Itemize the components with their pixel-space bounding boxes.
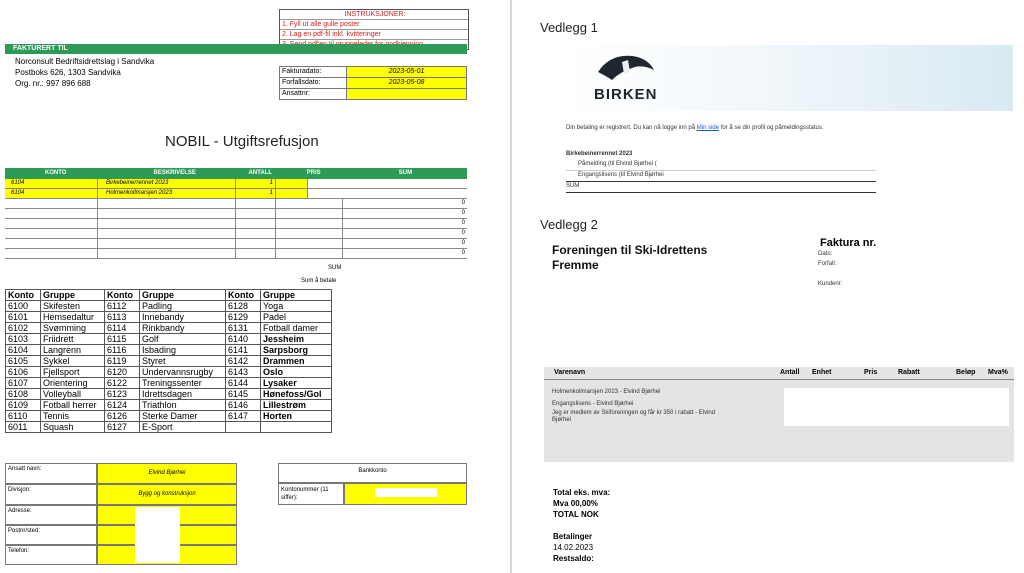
- sum-label: SUM: [328, 265, 342, 271]
- gruppe-name: Padling: [140, 301, 226, 312]
- gruppe-name: Horten: [261, 411, 332, 422]
- konto-number: 6011: [6, 422, 41, 433]
- gruppe-name: Hemsedaltur: [41, 312, 105, 323]
- konto-number: 6112: [105, 301, 140, 312]
- gruppe-name: Sykkel: [41, 356, 105, 367]
- gruppe-name: Sterke Damer: [140, 411, 226, 422]
- ansattnr-field[interactable]: [347, 89, 466, 99]
- beskrivelse-cell[interactable]: Holmenkollmarsjen 2023: [98, 189, 236, 198]
- konto-cell[interactable]: 6104: [5, 179, 98, 188]
- betalinger-label: Betalinger: [553, 532, 593, 541]
- konto-number: 6129: [226, 312, 261, 323]
- faktura-title: Faktura nr.: [820, 237, 877, 249]
- gruppe-name: Friidrett: [41, 334, 105, 345]
- gruppe-name: Fotball herrer: [41, 400, 105, 411]
- sum-cell: 0: [461, 210, 465, 216]
- konto-header: Konto: [105, 290, 140, 301]
- message-text: for å se din profil og påmeldingsstatus.: [720, 125, 824, 131]
- gruppe-name: Triathlon: [140, 400, 226, 411]
- konto-number: 6143: [226, 367, 261, 378]
- gruppe-name: Lysaker: [261, 378, 332, 389]
- konto-number: 6119: [105, 356, 140, 367]
- adresse-label: Adresse:: [5, 505, 97, 525]
- ansattnr-label: Ansattnr:: [280, 89, 347, 99]
- gruppe-name: Langrenn: [41, 345, 105, 356]
- konto-number: 6109: [6, 400, 41, 411]
- konto-cell[interactable]: 6104: [5, 189, 98, 198]
- page-title: NOBIL - Utgiftsrefusjon: [165, 133, 319, 150]
- instruction-item: 2. Lag en pdf-fil inkl. kvitteringer: [280, 29, 468, 39]
- totals: [553, 487, 610, 520]
- sum-cell: [343, 179, 467, 188]
- org-name-line: Fremme: [552, 258, 599, 272]
- table-row: [6, 422, 332, 433]
- gruppe-name: Undervannsrugby: [140, 367, 226, 378]
- sum-betale-label: Sum å betale: [301, 278, 337, 284]
- forfallsdato-field[interactable]: 2023-05-08: [347, 78, 466, 88]
- fakturadato-label: Fakturadato:: [280, 67, 347, 77]
- gruppe-name: Golf: [140, 334, 226, 345]
- konto-number: 6126: [105, 411, 140, 422]
- konto-header: Konto: [226, 290, 261, 301]
- gruppe-header: Gruppe: [261, 290, 332, 301]
- gruppe-name: Fjellsport: [41, 367, 105, 378]
- konto-number: 6105: [6, 356, 41, 367]
- invoice-item: Holmenkollmarsjen 2023 - Elvind Bjørhei: [552, 389, 661, 395]
- gruppe-name: Treningssenter: [140, 378, 226, 389]
- col-belop: Beløp: [956, 369, 976, 376]
- sum-cell: [343, 189, 467, 198]
- total-nok-label: TOTAL NOK: [553, 510, 599, 519]
- konto-number: 6107: [6, 378, 41, 389]
- konto-number: 6103: [6, 334, 41, 345]
- konto-number: 6127: [105, 422, 140, 433]
- pris-cell[interactable]: [276, 179, 308, 188]
- payments: [553, 531, 594, 564]
- gruppe-name: Yoga: [261, 301, 332, 312]
- gruppe-name: Lillestrøm: [261, 400, 332, 411]
- col-varenavn: Varenavn: [554, 369, 586, 376]
- sum-label: SUM: [566, 183, 580, 189]
- dates-box: [279, 66, 467, 100]
- konto-number: 6147: [226, 411, 261, 422]
- table-row: [6, 323, 332, 334]
- table-row: [6, 389, 332, 400]
- bankkonto-label: Bankkonto: [278, 463, 467, 483]
- konto-number: 6144: [226, 378, 261, 389]
- gruppe-name: E-Sport: [140, 422, 226, 433]
- antall-cell[interactable]: 1: [236, 189, 276, 198]
- gruppe-name: Rinkbandy: [140, 323, 226, 334]
- gruppe-name: Sarpsborg: [261, 345, 332, 356]
- col-pris: Pris: [864, 369, 878, 376]
- birken-logo-text: BIRKEN: [594, 86, 658, 103]
- konto-number: 6115: [105, 334, 140, 345]
- konto-number: 6142: [226, 356, 261, 367]
- col-pris: PRIS: [306, 170, 321, 176]
- min-side-link[interactable]: Min side: [696, 125, 720, 131]
- postnr-label: Postnr/sted:: [5, 525, 97, 545]
- skier-icon: [592, 50, 662, 88]
- col-enhet: Enhet: [812, 369, 832, 376]
- address-line: Org. nr.: 997 896 688: [15, 79, 91, 88]
- sum-cell: 0: [461, 220, 465, 226]
- table-row: [6, 367, 332, 378]
- col-antall: Antall: [780, 369, 800, 376]
- payment-message: [566, 125, 824, 131]
- gruppe-name: Isbading: [140, 345, 226, 356]
- konto-number: 6140: [226, 334, 261, 345]
- gruppe-name: Idrettsdagen: [140, 389, 226, 400]
- telefon-label: Telefon:: [5, 545, 97, 565]
- table-row: [6, 312, 332, 323]
- message-text: Din betaling er registrert. Du kan nå logge inn på: [566, 125, 696, 131]
- page-divider: [510, 0, 512, 573]
- col-rabatt: Rabatt: [898, 369, 920, 376]
- ansatt-field[interactable]: Elvind Bjørhei: [97, 463, 237, 484]
- gruppe-name: Skifesten: [41, 301, 105, 312]
- konto-number: [226, 422, 261, 433]
- table-row: [6, 378, 332, 389]
- table-row: [5, 249, 467, 259]
- konto-header: Konto: [6, 290, 41, 301]
- sum-cell: 0: [461, 240, 465, 246]
- antall-cell[interactable]: 1: [236, 179, 276, 188]
- gruppe-name: Jessheim: [261, 334, 332, 345]
- col-konto: KONTO: [44, 170, 67, 176]
- forfall-label: Forfall:: [818, 261, 837, 267]
- expense-table: [5, 168, 467, 259]
- betal-dato: 14.02.2023: [553, 543, 594, 552]
- konto-number: 6120: [105, 367, 140, 378]
- gruppe-name: Hønefoss/Gol: [261, 389, 332, 400]
- gruppe-name: Volleyball: [41, 389, 105, 400]
- gruppe-name: Drammen: [261, 356, 332, 367]
- table-row: [6, 411, 332, 422]
- gruppe-name: Innebandy: [140, 312, 226, 323]
- konto-number: 6124: [105, 400, 140, 411]
- table-row: [5, 229, 467, 239]
- gruppe-name: Oslo: [261, 367, 332, 378]
- kontonummer-label: Kontonummer (11 siffer):: [278, 483, 344, 505]
- fakturert-header: FAKTURERT TIL: [5, 44, 467, 54]
- sum-cell: 0: [461, 230, 465, 236]
- konto-number: 6113: [105, 312, 140, 323]
- col-antall: ANTALL: [248, 170, 272, 176]
- divisjon-field[interactable]: Bygg og konstruksjon: [97, 484, 237, 505]
- col-beskrivelse: BESKRIVELSE: [153, 170, 196, 176]
- org-name: [552, 243, 707, 273]
- address-line: Postboks 626, 1303 Sandvika: [15, 68, 121, 77]
- konto-number: 6123: [105, 389, 140, 400]
- gruppe-name: Orientering: [41, 378, 105, 389]
- konto-number: 6145: [226, 389, 261, 400]
- col-mva: Mva%: [988, 369, 1008, 376]
- konto-number: 6128: [226, 301, 261, 312]
- gruppe-name: Fotball damer: [261, 323, 332, 334]
- divisjon-label: Divisjon:: [5, 484, 97, 505]
- employee-form: [5, 463, 467, 565]
- dato-label: Dato:: [818, 251, 833, 257]
- table-row: [6, 345, 332, 356]
- event-title: Birkebeinerrennet 2023: [566, 151, 633, 157]
- address-line: Norconsult Bedriftsidrettslag i Sandvika: [15, 57, 155, 66]
- gruppe-name: Tennis: [41, 411, 105, 422]
- table-row: [6, 334, 332, 345]
- konto-list-header: [6, 290, 332, 301]
- konto-number: 6146: [226, 400, 261, 411]
- col-sum: SUM: [398, 170, 413, 176]
- line-item: Påmelding (til Elvind Bjørhei (: [578, 161, 657, 167]
- gruppe-name: [261, 422, 332, 433]
- konto-number: 6102: [6, 323, 41, 334]
- gruppe-header: Gruppe: [41, 290, 105, 301]
- fakturadato-field[interactable]: 2023-05-01: [347, 67, 466, 77]
- gruppe-name: Svømming: [41, 323, 105, 334]
- ansatt-label: Ansatt navn:: [5, 463, 97, 484]
- mva-label: Mva 00,00%: [553, 499, 598, 508]
- instruction-item: 1. Fyll ut alle gulle poster: [280, 19, 468, 29]
- expense-table-header: [5, 168, 467, 179]
- gruppe-name: Styret: [140, 356, 226, 367]
- gruppe-name: Squash: [41, 422, 105, 433]
- konto-number: 6110: [6, 411, 41, 422]
- table-row: [6, 400, 332, 411]
- restsaldo-label: Restsaldo:: [553, 554, 594, 563]
- gruppe-header: Gruppe: [140, 290, 226, 301]
- gruppe-name: Padel: [261, 312, 332, 323]
- invoice-header: [544, 367, 1014, 380]
- invoice-item: Engangslisens - Elvind Bjørhei: [552, 401, 634, 407]
- beskrivelse-cell[interactable]: Birkebeinerrennet 2023: [98, 179, 236, 188]
- konto-number: 6122: [105, 378, 140, 389]
- table-row: [5, 189, 467, 199]
- table-row: [5, 179, 467, 189]
- vedlegg1-label: Vedlegg 1: [540, 20, 598, 35]
- konto-number: 6104: [6, 345, 41, 356]
- vedlegg2-label: Vedlegg 2: [540, 217, 598, 232]
- konto-list: [5, 289, 332, 433]
- konto-number: 6114: [105, 323, 140, 334]
- konto-number: 6108: [6, 389, 41, 400]
- org-name-line: Foreningen til Ski-Idrettens: [552, 243, 708, 257]
- konto-number: 6141: [226, 345, 261, 356]
- total-eks-label: Total eks. mva:: [553, 488, 611, 497]
- pris-cell[interactable]: [276, 189, 308, 198]
- line-item: Engangslisens (til Elvind Bjørhei: [578, 172, 664, 178]
- konto-number: 6116: [105, 345, 140, 356]
- konto-number: 6106: [6, 367, 41, 378]
- sum-cell: 0: [461, 250, 465, 256]
- table-row: [6, 301, 332, 312]
- konto-number: 6101: [6, 312, 41, 323]
- table-row: [5, 219, 467, 229]
- konto-number: 6100: [6, 301, 41, 312]
- table-row: [5, 199, 467, 209]
- invoice-item: Jeg er medlem av Skiforeningen og får kr 350 i rabatt - Elvind: [552, 410, 716, 416]
- sum-cell: 0: [461, 200, 465, 206]
- konto-number: 6131: [226, 323, 261, 334]
- table-row: [5, 209, 467, 219]
- forfallsdato-label: Forfallsdato:: [280, 78, 347, 88]
- table-row: [5, 239, 467, 249]
- instructions-title: INSTRUKSJONER:: [344, 11, 406, 18]
- kundenr-label: Kundenr:: [818, 281, 843, 287]
- invoice-item: Bjørhei: [552, 417, 572, 423]
- table-row: [6, 356, 332, 367]
